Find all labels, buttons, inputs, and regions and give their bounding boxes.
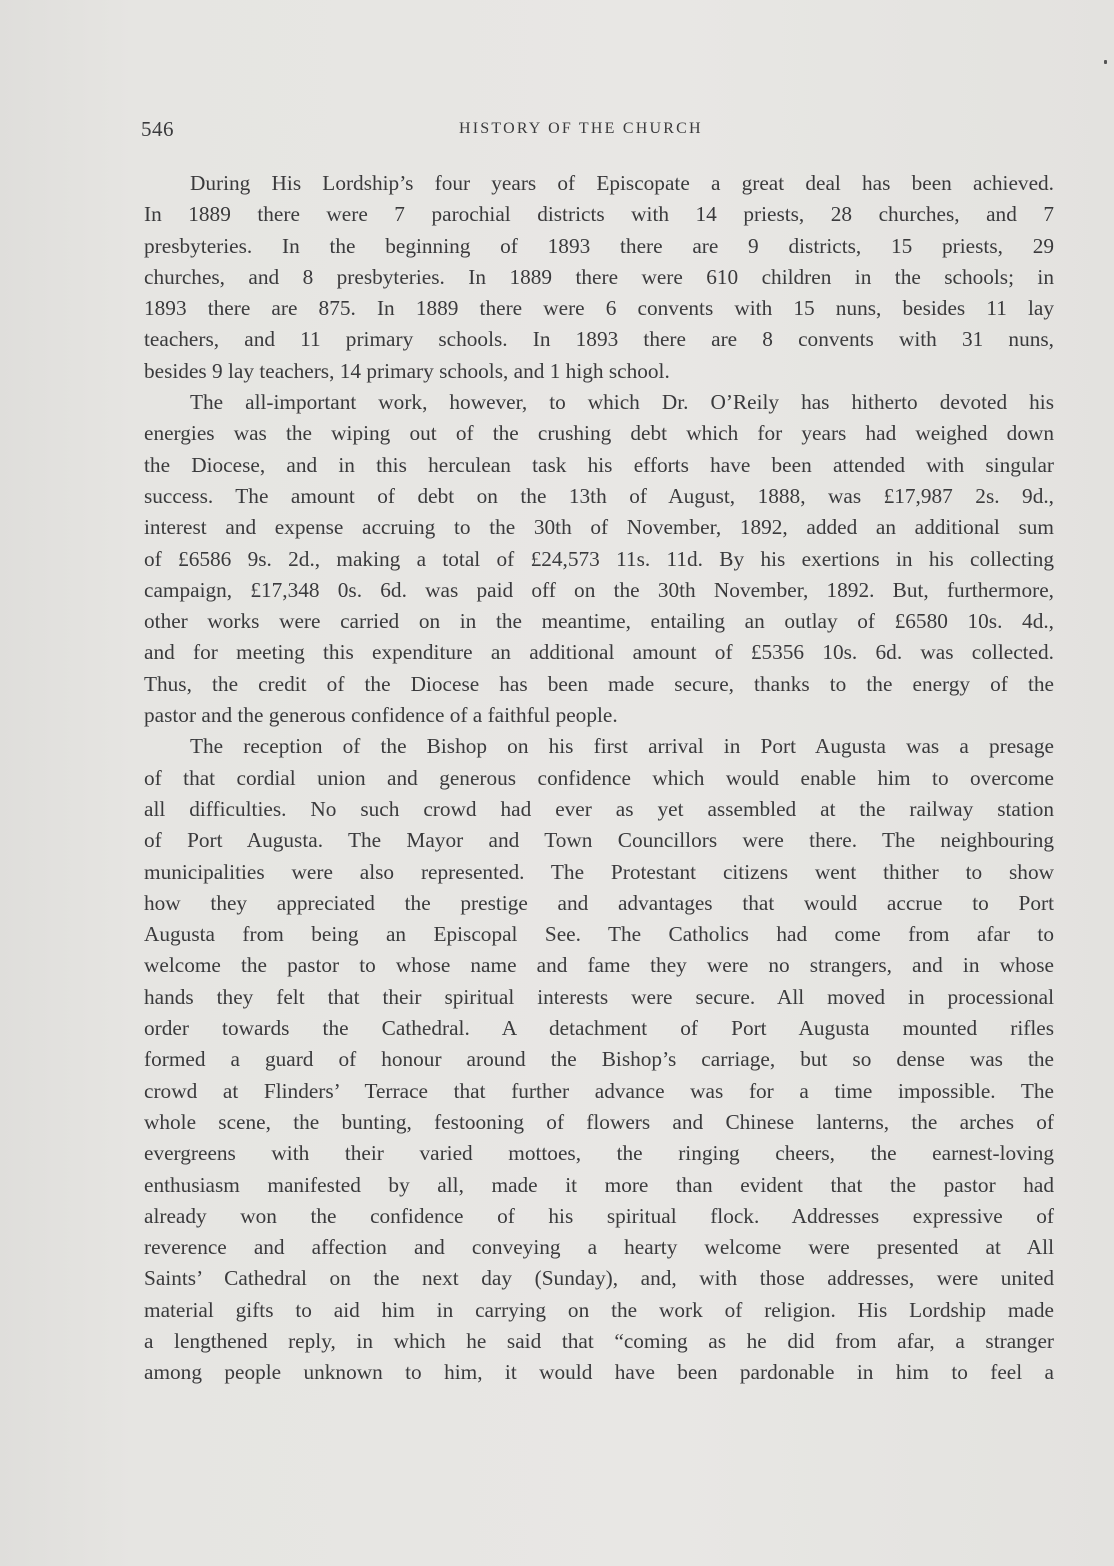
text-line: 1893 there are 875. In 1889 there were 6 convents with 15 nuns, besides 11 lay (144, 296, 1054, 321)
text-line: evergreens with their varied mottoes, the ringing cheers, the earnest-loving (144, 1141, 1054, 1166)
text-line: energies was the wiping out of the crushing debt which for years had weighed down (144, 421, 1054, 446)
text-line: campaign, £17,348 0s. 6d. was paid off on the 30th November, 1892. But, furthermore, (144, 577, 1054, 602)
text-line: reverence and affection and conveying a hearty welcome were presented at All (144, 1235, 1054, 1260)
running-head (141, 117, 1059, 145)
text-line: besides 9 lay teachers, 14 primary schools, and 1 high school. (144, 358, 670, 383)
page-number: 546 (141, 117, 174, 141)
paper-speck (1104, 60, 1107, 64)
text-line: Saints’ Cathedral on the next day (Sunday), and, with those addresses, were united (144, 1266, 1054, 1291)
text-line: In 1889 there were 7 parochial districts with 14 priests, 28 churches, and 7 (144, 202, 1054, 227)
text-line: municipalities were also represented. The Protestant citizens went thither to show (144, 859, 1054, 884)
text-line: crowd at Flinders’ Terrace that further advance was for a time impossible. The (144, 1078, 1054, 1103)
text-line: churches, and 8 presbyteries. In 1889 there were 610 children in the schools; in (144, 264, 1054, 289)
text-line: order towards the Cathedral. A detachment of Port Augusta mounted rifles (144, 1016, 1054, 1041)
text-line: and for meeting this expenditure an additional amount of £5356 10s. 6d. was collected. (144, 640, 1054, 665)
paragraph-episcopate-statistics (144, 168, 1054, 387)
text-line: all difficulties. No such crowd had ever as yet assembled at the railway station (144, 796, 1054, 821)
text-line: a lengthened reply, in which he said that “coming as he did from afar, a stranger (144, 1328, 1054, 1353)
text-line: The reception of the Bishop on his first arrival in Port Augusta was a presage (190, 734, 1054, 759)
running-title: HISTORY OF THE CHURCH (459, 120, 703, 137)
text-line: During His Lordship’s four years of Episcopate a great deal has been achieved. (190, 171, 1054, 195)
paragraph-reception (144, 731, 1054, 1388)
text-line: of that cordial union and generous confidence which would enable him to overcome (144, 765, 1054, 790)
text-line: The all-important work, however, to which Dr. O’Reily has hitherto devoted his (190, 390, 1054, 415)
text-line: the Diocese, and in this herculean task his efforts have been attended with singular (144, 452, 1054, 477)
text-line: material gifts to aid him in carrying on the work of religion. His Lordship made (144, 1297, 1054, 1322)
body-text (144, 168, 1054, 1389)
text-line: whole scene, the bunting, festooning of flowers and Chinese lanterns, the arches of (144, 1109, 1054, 1134)
text-line: enthusiasm manifested by all, made it more than evident that the pastor had (144, 1172, 1054, 1197)
text-line: Thus, the credit of the Diocese has been made secure, thanks to the energy of the (144, 671, 1054, 696)
text-line: formed a guard of honour around the Bishop’s carriage, but so dense was the (144, 1047, 1054, 1072)
text-line: how they appreciated the prestige and advantages that would accrue to Port (144, 890, 1054, 915)
text-line: other works were carried on in the meantime, entailing an outlay of £6580 10s. 4d., (144, 609, 1054, 634)
text-line: pastor and the generous confidence of a faithful people. (144, 703, 618, 728)
text-line: teachers, and 11 primary schools. In 1893 there are 8 convents with 31 nuns, (144, 327, 1054, 352)
text-line: among people unknown to him, it would have been pardonable in him to feel a (144, 1360, 1054, 1385)
paragraph-debt (144, 387, 1054, 731)
text-line: hands they felt that their spiritual interests were secure. All moved in processional (144, 984, 1054, 1009)
text-line: interest and expense accruing to the 30th of November, 1892, added an additional sum (144, 515, 1054, 540)
text-line: already won the confidence of his spiritual flock. Addresses expressive of (144, 1203, 1054, 1228)
text-line: presbyteries. In the beginning of 1893 there are 9 districts, 15 priests, 29 (144, 233, 1054, 258)
text-line: success. The amount of debt on the 13th of August, 1888, was £17,987 2s. 9d., (144, 483, 1054, 508)
text-line: of Port Augusta. The Mayor and Town Councillors were there. The neighbouring (144, 828, 1054, 853)
text-line: welcome the pastor to whose name and fame they were no strangers, and in whose (144, 953, 1054, 978)
text-line: of £6586 9s. 2d., making a total of £24,573 11s. 11d. By his exertions in his collecting (144, 546, 1054, 571)
text-line: Augusta from being an Episcopal See. The Catholics had come from afar to (144, 922, 1054, 947)
